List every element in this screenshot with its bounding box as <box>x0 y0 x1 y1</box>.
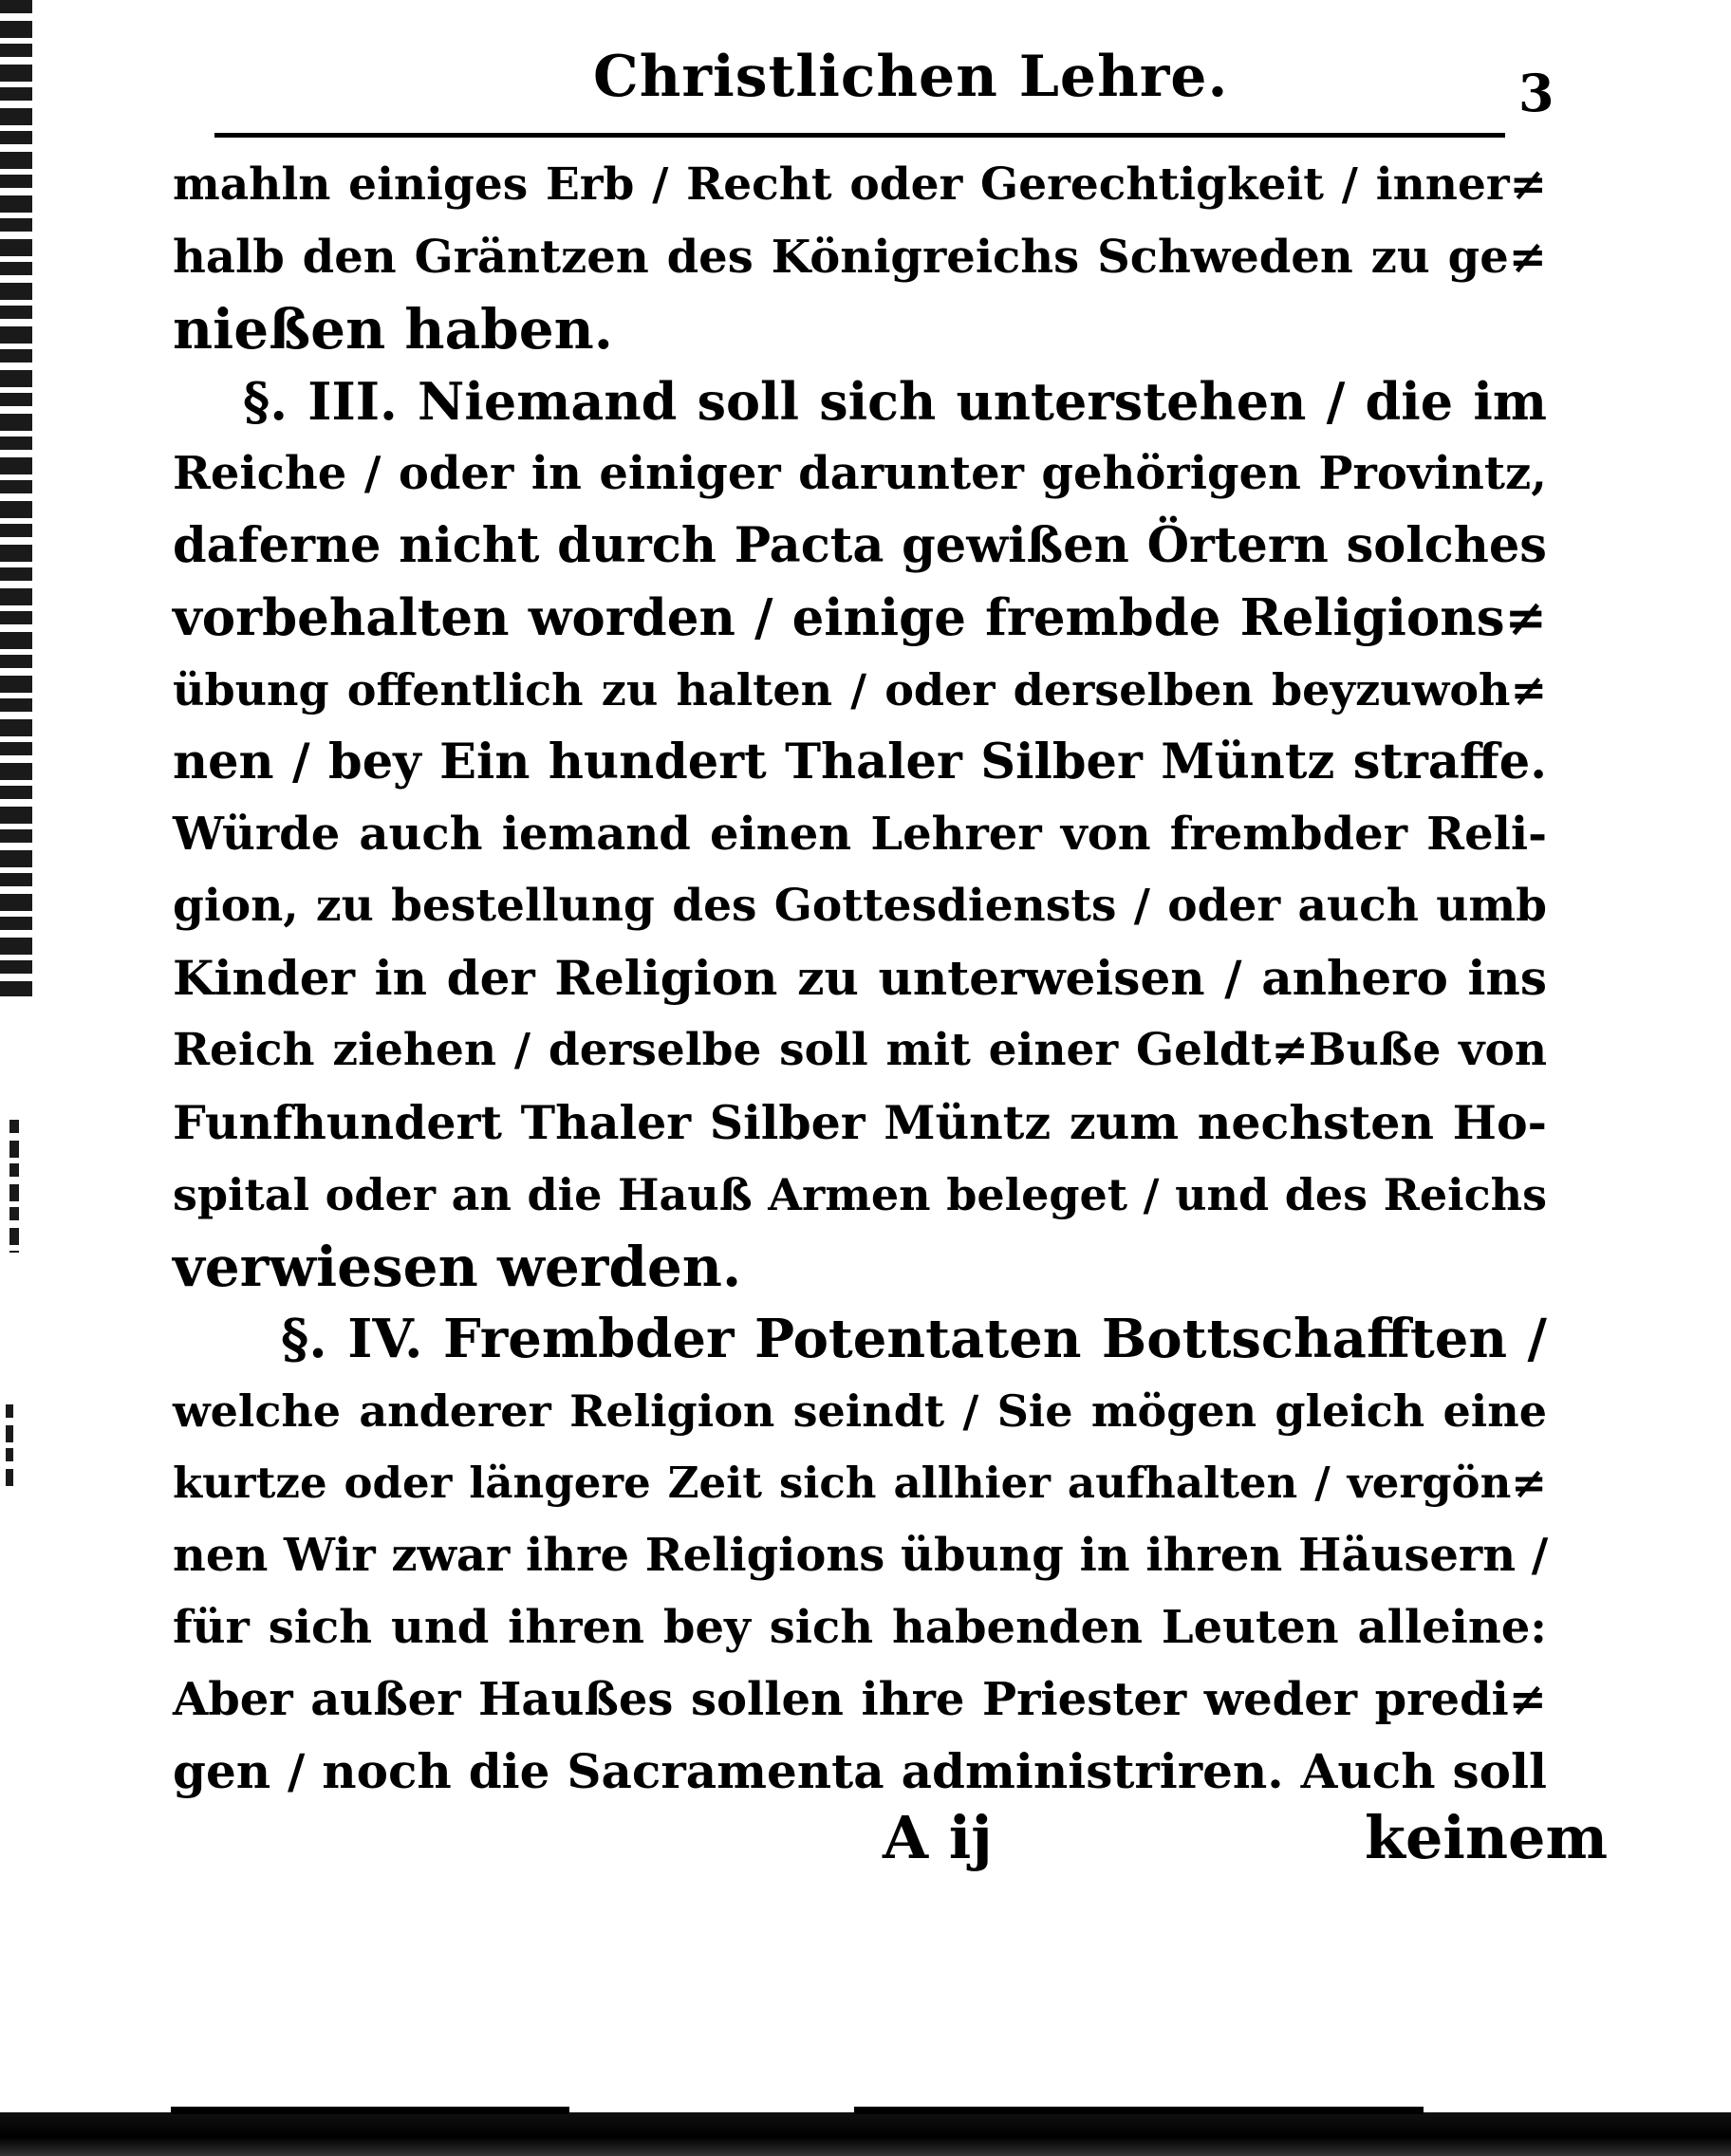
text-line: Aber außer Haußes sollen ihre Priester weder predi≠ <box>173 1673 1547 1726</box>
text-line: für sich und ihren bey sich habenden Leuten alleine: <box>173 1601 1547 1654</box>
running-head: Christlichen Lehre. <box>593 44 1229 110</box>
catchword: keinem <box>1365 1803 1609 1872</box>
scan-streak <box>854 2107 1424 2114</box>
text-line: spital oder an die Hauß Armen beleget / und des Reichs <box>173 1169 1547 1220</box>
text-line: gion, zu bestellung des Gottesdiensts / oder auch umb <box>173 880 1547 932</box>
scan-edge-mark <box>6 1404 13 1490</box>
text-line: Reich ziehen / derselbe soll mit einer Geldt≠Buße von <box>173 1024 1547 1076</box>
text-line: welche anderer Religion seindt / Sie mögen gleich eine <box>173 1385 1547 1437</box>
header-rule <box>214 133 1505 138</box>
text-line: daferne nicht durch Pacta gewißen Örtern solches <box>173 517 1547 574</box>
text-line: nießen haben. <box>173 297 613 362</box>
text-line: verwiesen werden. <box>173 1235 742 1299</box>
text-line: übung offentlich zu halten / oder derselben beyzuwoh≠ <box>173 664 1547 716</box>
text-line: Kinder in der Religion zu unterweisen / anhero ins <box>173 950 1547 1006</box>
scan-edge-bottom <box>0 2099 1731 2156</box>
text-line: nen Wir zwar ihre Religions übung in ihren Häusern / <box>173 1529 1549 1582</box>
text-line: nen / bey Ein hundert Thaler Silber Müntz straffe. <box>173 734 1547 790</box>
text-line: gen / noch die Sacramenta administriren. Auch soll <box>173 1743 1547 1799</box>
section-heading-line: §. IV. Frembder Potentaten Bottschafften / <box>281 1308 1547 1370</box>
text-line: Reiche / oder in einiger darunter gehörigen Provintz, <box>173 447 1547 500</box>
scan-edge-mark <box>9 1120 19 1253</box>
text-line: vorbehalten worden / einige frembde Religions≠ <box>173 588 1547 647</box>
text-line: Funfhundert Thaler Silber Müntz zum nechsten Ho- <box>173 1095 1547 1150</box>
text-line: halb den Gräntzen des Königreichs Schweden zu ge≠ <box>173 231 1547 284</box>
text-line: mahln einiges Erb / Recht oder Gerechtigkeit / inner≠ <box>173 158 1547 211</box>
scan-streak <box>171 2107 569 2114</box>
page-number: 3 <box>1518 63 1554 123</box>
text-line: Würde auch iemand einen Lehrer von frembder Reli- <box>173 808 1547 861</box>
signature-mark: A ij <box>883 1803 993 1872</box>
scan-edge-left <box>0 0 32 996</box>
section-heading-line: §. III. Niemand soll sich unterstehen / die im <box>243 371 1547 432</box>
text-line: kurtze oder längere Zeit sich allhier aufhalten / vergön≠ <box>173 1458 1547 1508</box>
